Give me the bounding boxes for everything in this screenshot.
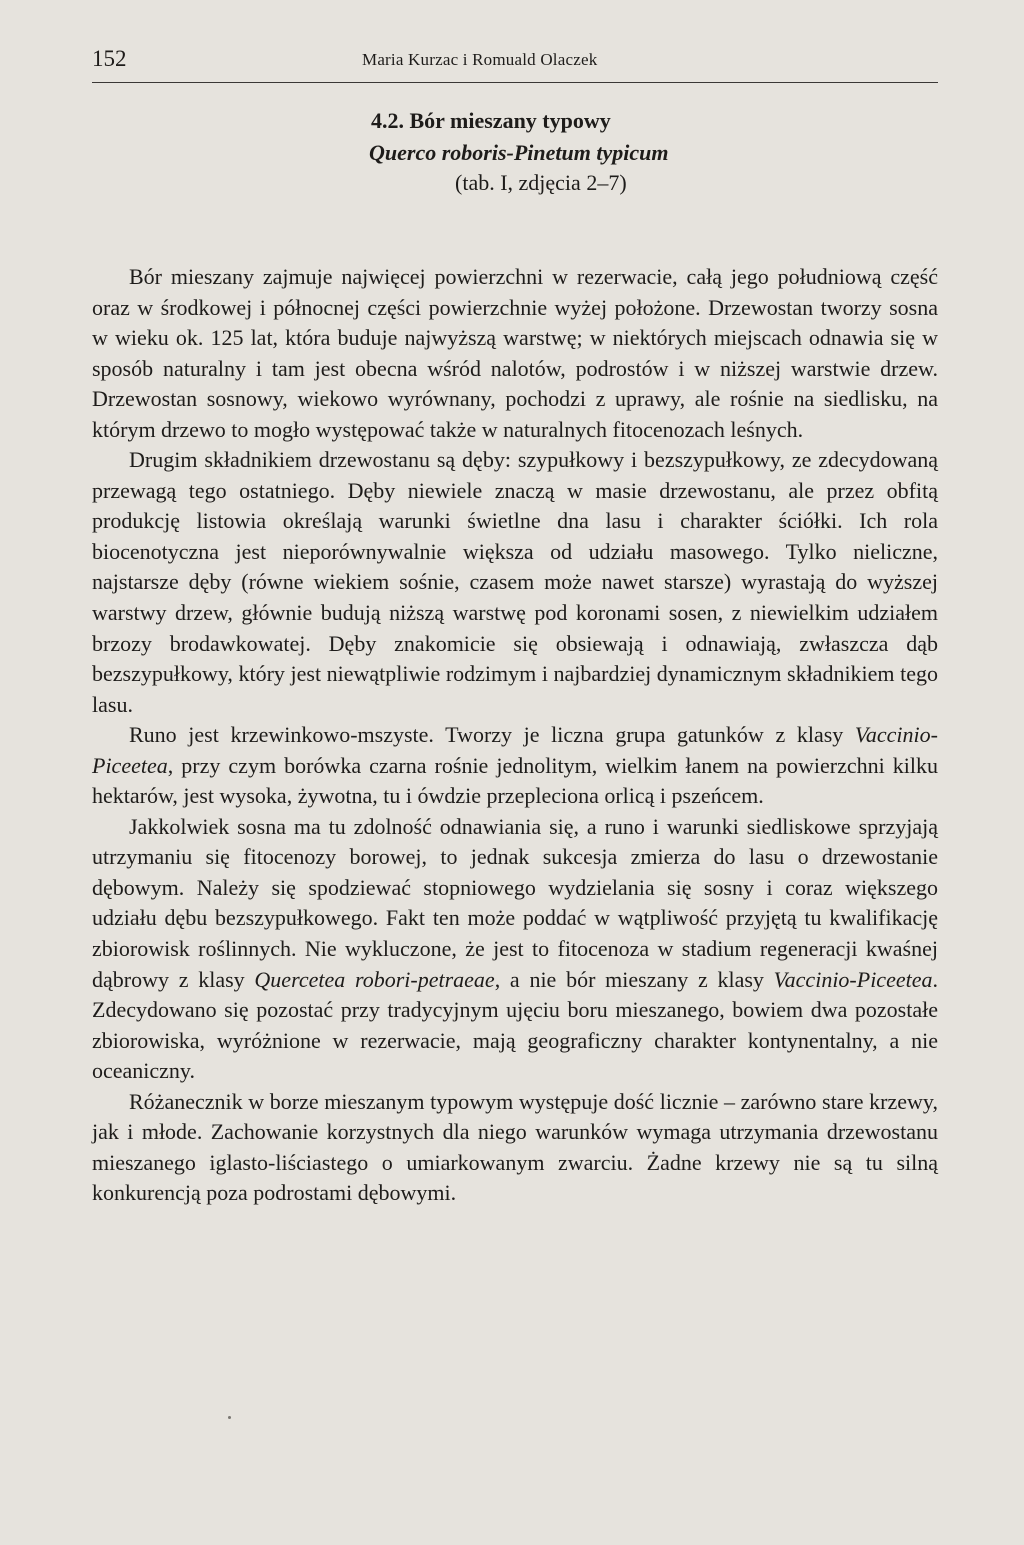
page-number: 152	[92, 46, 127, 71]
section-title: 4.2. Bór mieszany typowy	[371, 108, 611, 133]
paragraph-text: Bór mieszany zajmuje najwięcej powierzchni w rezerwacie, całą jego południową część oraz w środkowej i północnej części powierzchnie wyżej położone. Drzewostan tworzy sosna w wieku ok. 125 lat, która buduje najwyższą warstwę; w niektórych miejscach odnawia się w sposób naturalny i tam jest obecna wśród nalotów, podrostów i w niższej warstwie drzew. Drzewostan sosnowy, wiekowo wyrównany, pochodzi z uprawy, ale rośnie na siedlisku, na którym drzewo to mogło występować także w naturalnych fitocenozach leśnych.	[92, 264, 938, 442]
page-header	[92, 42, 938, 83]
section-latin-name: Querco roboris-Pinetum typicum	[369, 140, 669, 165]
body-text	[92, 262, 938, 1209]
body-paragraph	[92, 720, 938, 812]
paragraph-text: Jakkolwiek sosna ma tu zdolność odnawiania się, a runo i warunki siedliskowe sprzyjają utrzymaniu się fitocenozy borowej, to jednak sukcesja zmierza do lasu o drzewostanie dębowym. Należy się spodziewać stopniowego wydzielania się sosny i coraz większego udziału dębu bezszypułkowego. Fakt ten może poddać w wątpliwość przyjętą tu kwalifikację zbiorowisk roślinnych. Nie wykluczone, że jest to fitocenoza w stadium regeneracji kwaśnej dąbrowy z klasy	[92, 813, 938, 992]
body-paragraph	[92, 262, 938, 445]
paragraph-text: Runo jest krzewinkowo-mszyste. Tworzy je liczna grupa gatunków z klasy	[129, 722, 855, 748]
latin-taxon-name: Quercetea robori-petraeae	[254, 966, 495, 992]
paragraph-text: . Zdecydowano się pozostać przy tradycyjnym ujęciu boru mieszanego, bowiem dwa pozostałe zbiorowiska, wyróżnione w rezerwacie, mają geograficzny charakter kontynentalny, a nie oceaniczny.	[92, 966, 938, 1084]
paragraph-text: , a nie bór mieszany z klasy	[494, 966, 774, 992]
body-paragraph	[92, 812, 938, 1087]
section-table-reference: (tab. I, zdjęcia 2–7)	[455, 170, 627, 195]
running-head-authors: Maria Kurzac i Romuald Olaczek	[362, 50, 598, 69]
paragraph-text: , przy czym borówka czarna rośnie jednolitym, wielkim łanem na powierzchni kilku hektarów, jest wysoka, żywotna, tu i ówdzie przepleciona orlicą i pszeńcem.	[92, 752, 938, 809]
paragraph-text: Różanecznik w borze mieszanym typowym występuje dość licznie – zarówno stare krzewy, jak i młode. Zachowanie korzystnych dla niego warunków wymaga utrzymania drzewostanu mieszanego iglasto-liściastego o umiarkowanym zwarciu. Żadne krzewy nie są tu silną konkurencją poza podrostami dębowymi.	[92, 1088, 938, 1206]
body-paragraph	[92, 1087, 938, 1209]
body-paragraph	[92, 445, 938, 720]
paragraph-text: Drugim składnikiem drzewostanu są dęby: szypułkowy i bezszypułkowy, ze zdecydowaną przewagą tego ostatniego. Dęby niewiele znaczą w masie drzewostanu, ale przez obfitą produkcję listowia określają warunki świetlne dna lasu i charakter ściółki. Ich rola biocenotyczna jest nieporównywalnie większa od udziału masowego. Tylko nieliczne, najstarsze dęby (równe wiekiem sośnie, czasem może nawet starsze) wyrastają do wyższej warstwy drzew, głównie budują niższą warstwę pod koronami sosen, z niewielkim udziałem brzozy brodawkowatej. Dęby znakomicie się obsiewają i odnawiają, zwłaszcza dąb bezszypułkowy, który jest niewątpliwie rodzimym i najbardziej dynamicznym składnikiem tego lasu.	[92, 447, 938, 717]
latin-taxon-name: Vaccinio-Piceetea	[773, 966, 933, 992]
print-speck	[228, 1416, 231, 1419]
latin-taxon-name: Vaccinio-Piceetea	[92, 722, 938, 778]
